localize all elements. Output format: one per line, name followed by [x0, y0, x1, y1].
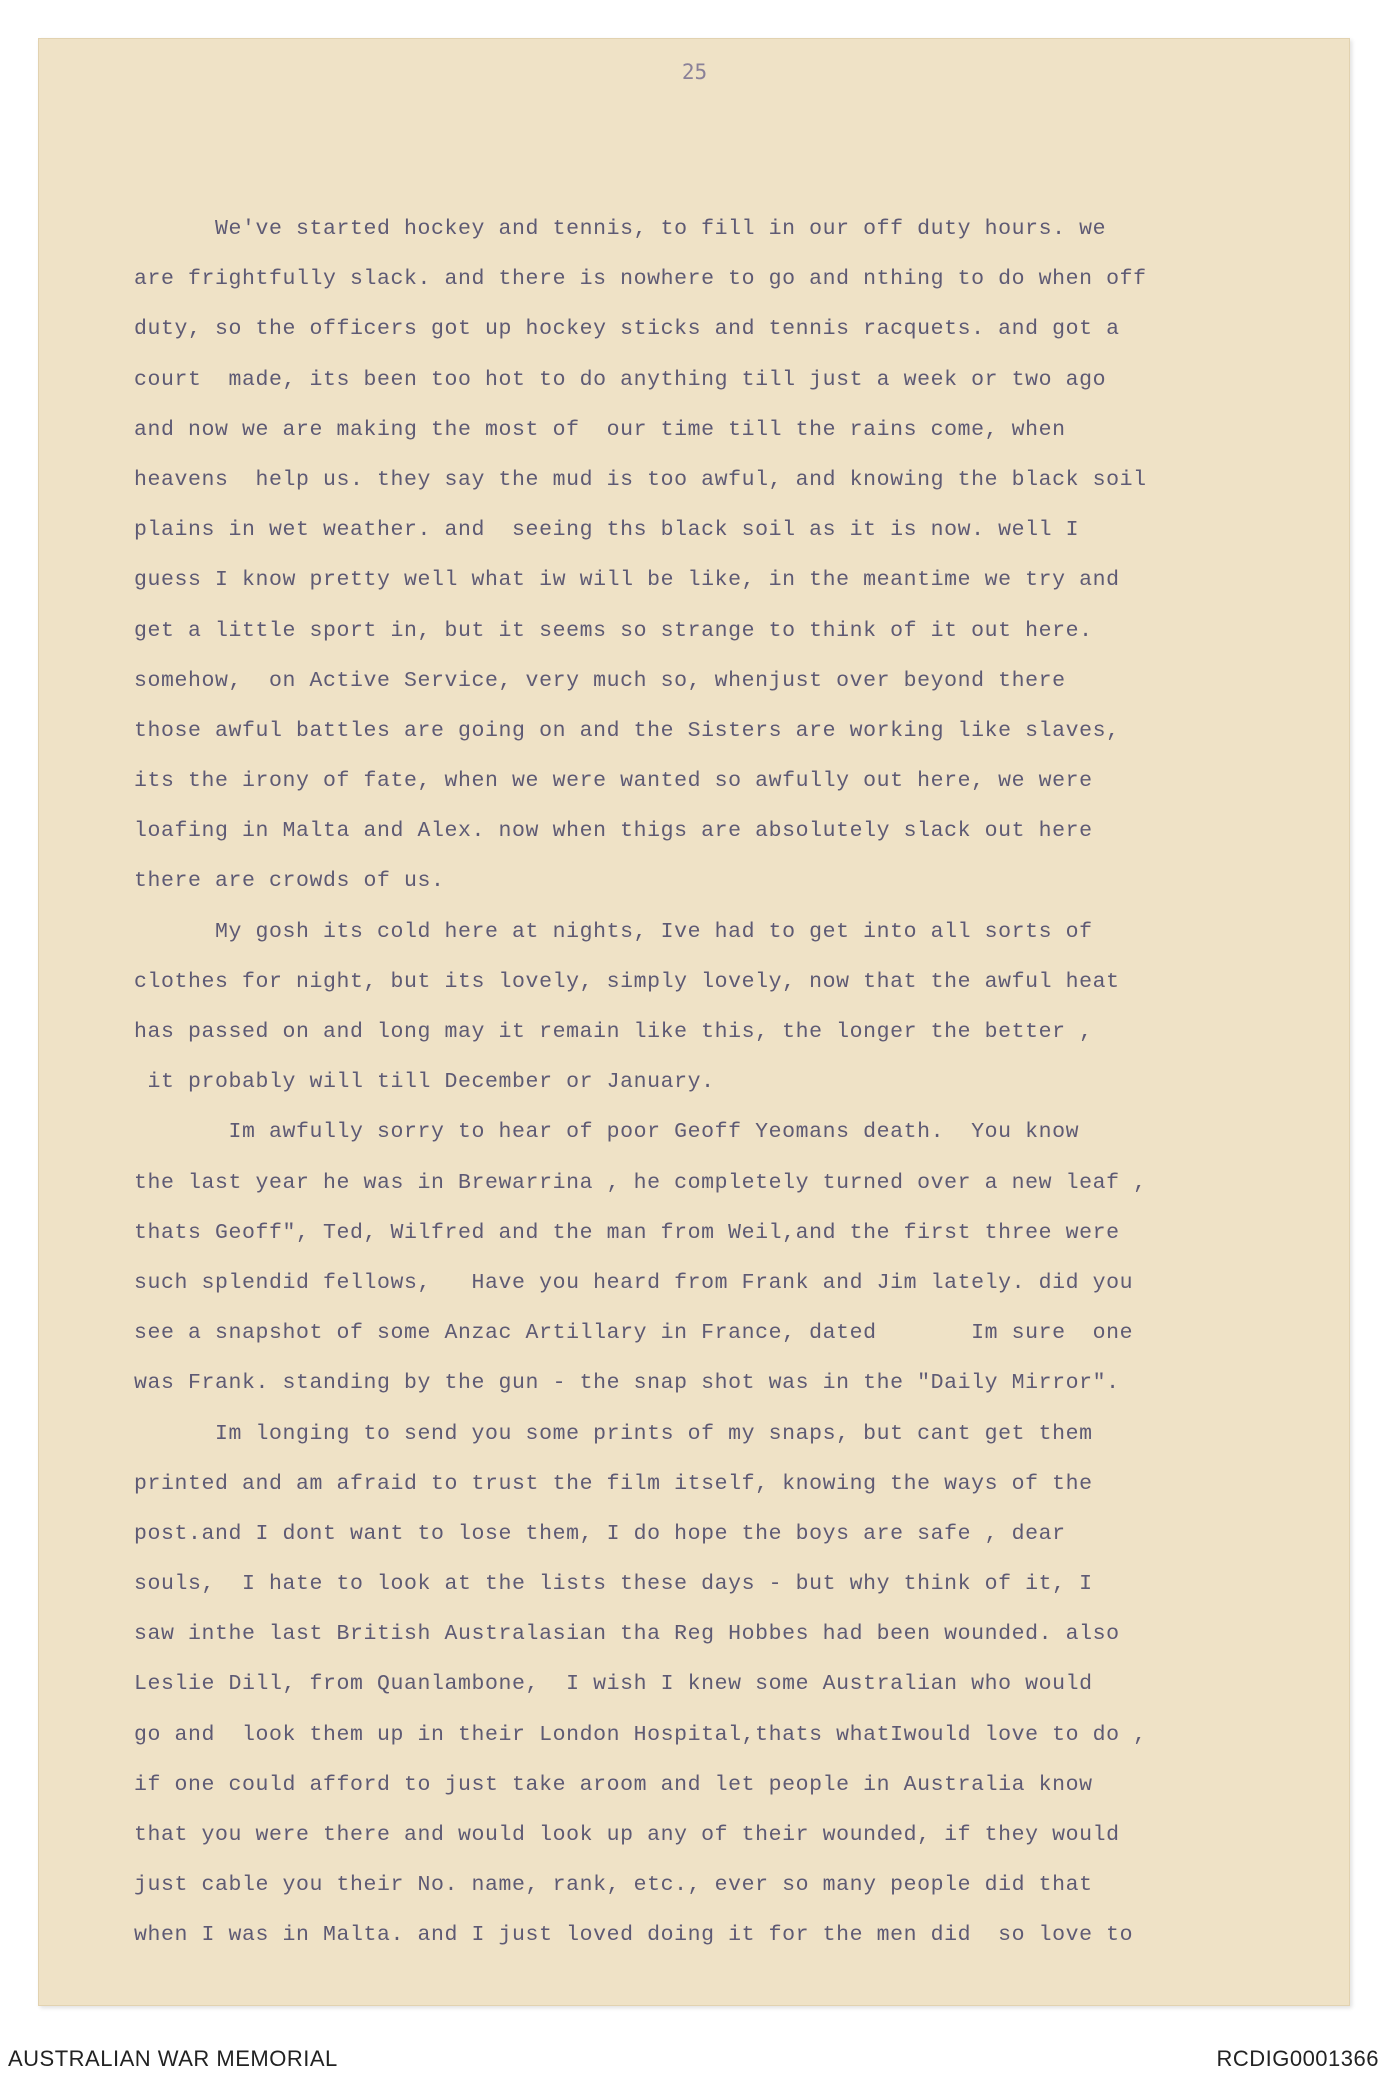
page-number: 25 [681, 60, 708, 84]
text-line: My gosh its cold here at nights, Ive had to get into all sorts of [134, 919, 1093, 944]
text-line: when I was in Malta. and I just loved doing it for the men did so love to [134, 1923, 1134, 1948]
text-line: it probably will till December or January. [134, 1070, 715, 1095]
text-line: see a snapshot of some Anzac Artillary in France, dated Im sure one [134, 1321, 1134, 1346]
text-line: if one could afford to just take aroom and let people in Australia know [134, 1772, 1093, 1797]
text-line: are frightfully slack. and there is nowhere to go and nthing to do when off [134, 267, 1147, 292]
text-line: plains in wet weather. and seeing ths black soil as it is now. well I [134, 518, 1080, 543]
text-line: loafing in Malta and Alex. now when thigs are absolutely slack out here [134, 819, 1093, 844]
text-line: such splendid fellows, Have you heard from Frank and Jim lately. did you [134, 1270, 1134, 1295]
text-line: heavens help us. they say the mud is too awful, and knowing the black soil [134, 467, 1147, 492]
letter-body [134, 204, 1284, 1961]
text-line: We've started hockey and tennis, to fill in our off duty hours. we [134, 217, 1107, 241]
text-line: go and look them up in their London Hospital,thats whatIwould love to do , [134, 1722, 1147, 1747]
text-line: Im awfully sorry to hear of poor Geoff Yeomans death. You know [134, 1120, 1080, 1145]
text-line: guess I know pretty well what iw will be like, in the meantime we try and [134, 568, 1120, 593]
text-line: post.and I dont want to lose them, I do hope the boys are safe , dear [134, 1521, 1066, 1546]
text-line: clothes for night, but its lovely, simply lovely, now that the awful heat [134, 969, 1120, 994]
text-line: and now we are making the most of our time till the rains come, when [134, 417, 1066, 442]
text-line: souls, I hate to look at the lists these days - but why think of it, I [134, 1572, 1093, 1597]
text-line: has passed on and long may it remain like this, the longer the better , [134, 1020, 1093, 1044]
institution-label: AUSTRALIAN WAR MEMORIAL [8, 2046, 338, 2071]
text-line: was Frank. standing by the gun - the snap shot was in the "Daily Mirror". [134, 1371, 1120, 1396]
text-line: get a little sport in, but it seems so strange to think of it out here. [134, 618, 1093, 643]
text-line: court made, its been too hot to do anything till just a week or two ago [134, 367, 1107, 392]
text-line: there are crowds of us. [134, 869, 445, 894]
text-line: the last year he was in Brewarrina , he completely turned over a new leaf , [134, 1170, 1147, 1195]
text-line: its the irony of fate, when we were wanted so awfully out here, we were [134, 769, 1093, 794]
text-line: that you were there and would look up any of their wounded, if they would [134, 1823, 1120, 1847]
record-id: RCDIG0001366 [1216, 2046, 1379, 2071]
text-line: somehow, on Active Service, very much so, whenjust over beyond there [134, 668, 1066, 693]
text-line: printed and am afraid to trust the film itself, knowing the ways of the [134, 1471, 1093, 1496]
text-line: just cable you their No. name, rank, etc., ever so many people did that [134, 1873, 1093, 1898]
text-line: Im longing to send you some prints of my snaps, but cant get them [134, 1421, 1093, 1446]
text-line: Leslie Dill, from Quanlambone, I wish I knew some Australian who would [134, 1672, 1093, 1697]
text-line: those awful battles are going on and the Sisters are working like slaves, [134, 718, 1120, 743]
text-line: thats Geoff", Ted, Wilfred and the man from Weil,and the first three were [134, 1220, 1120, 1245]
text-line: saw inthe last British Australasian tha Reg Hobbes had been wounded. also [134, 1622, 1120, 1647]
text-line: duty, so the officers got up hockey sticks and tennis racquets. and got a [134, 317, 1120, 342]
